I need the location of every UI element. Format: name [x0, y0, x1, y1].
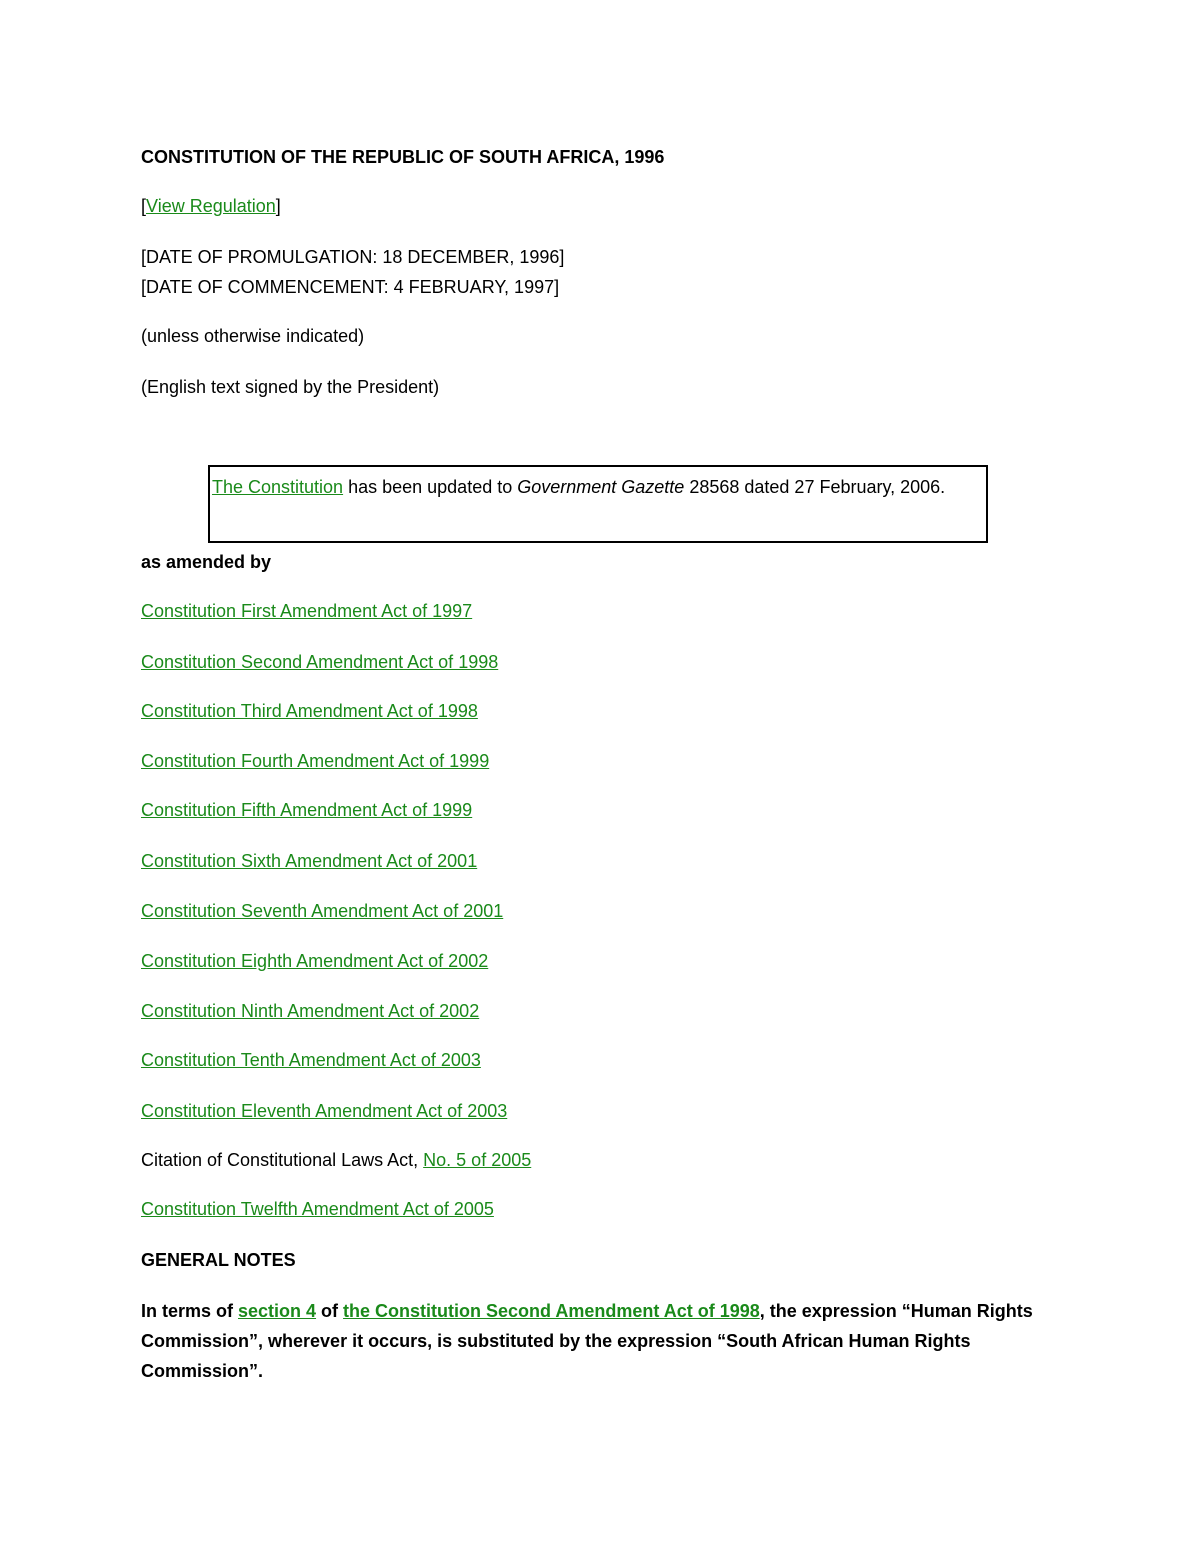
amendment-link-8[interactable]: Constitution Eighth Amendment Act of 2002	[141, 951, 489, 971]
amended-by-label: as amended by	[141, 552, 272, 572]
general-notes-text-2: of	[316, 1301, 344, 1321]
the-constitution-link[interactable]: The Constitution	[212, 477, 344, 497]
view-regulation-link[interactable]: View Regulation	[146, 196, 276, 216]
notice-text-2: 28568 dated 27 February, 2006.	[684, 477, 946, 497]
amendment-link-12[interactable]: Constitution Twelfth Amendment Act of 2005	[141, 1199, 494, 1219]
citation-line	[141, 1149, 531, 1171]
amendment-link-7[interactable]: Constitution Seventh Amendment Act of 2001	[141, 901, 504, 921]
amendment-link-1[interactable]: Constitution First Amendment Act of 1997	[141, 601, 473, 621]
update-notice-box	[208, 465, 988, 543]
signed-note: (English text signed by the President)	[141, 377, 440, 397]
citation-act-link[interactable]: No. 5 of 2005	[423, 1150, 532, 1170]
amendment-link-2[interactable]: Constitution Second Amendment Act of 1998	[141, 652, 499, 672]
second-amendment-link[interactable]: the Constitution Second Amendment Act of 1998	[343, 1301, 760, 1321]
amendment-link-4[interactable]: Constitution Fourth Amendment Act of 1999	[141, 751, 490, 771]
bracket-close: ]	[275, 196, 281, 216]
unless-otherwise-note: (unless otherwise indicated)	[141, 326, 365, 346]
amendment-link-10[interactable]: Constitution Tenth Amendment Act of 2003	[141, 1050, 481, 1070]
date-promulgation: [DATE OF PROMULGATION: 18 DECEMBER, 1996]	[141, 247, 565, 267]
view-regulation-line	[141, 195, 281, 217]
amendment-link-9[interactable]: Constitution Ninth Amendment Act of 2002	[141, 1001, 480, 1021]
notice-gazette-italic: Government Gazette	[517, 477, 685, 497]
update-notice-text	[212, 472, 972, 502]
general-notes-paragraph	[141, 1296, 1061, 1386]
section-4-link[interactable]: section 4	[238, 1301, 317, 1321]
amendment-link-3[interactable]: Constitution Third Amendment Act of 1998	[141, 701, 478, 721]
amendment-link-6[interactable]: Constitution Sixth Amendment Act of 2001	[141, 851, 478, 871]
notice-text-1: has been updated to	[343, 477, 518, 497]
amendment-link-5[interactable]: Constitution Fifth Amendment Act of 1999	[141, 800, 473, 820]
general-notes-text-1: In terms of	[141, 1301, 239, 1321]
citation-text: Citation of Constitutional Laws Act,	[141, 1150, 424, 1170]
general-notes-text-3: , the expression “Human Rights Commission”, wherever it occurs, is substituted by the expression “South African Human Rights Commission”.	[141, 1301, 1033, 1381]
amendment-link-11[interactable]: Constitution Eleventh Amendment Act of 2003	[141, 1101, 508, 1121]
general-notes-heading: GENERAL NOTES	[141, 1250, 296, 1270]
date-commencement: [DATE OF COMMENCEMENT: 4 FEBRUARY, 1997]	[141, 277, 560, 297]
page-title: CONSTITUTION OF THE REPUBLIC OF SOUTH AFRICA, 1996	[141, 147, 665, 167]
bracket-open: [	[141, 196, 147, 216]
